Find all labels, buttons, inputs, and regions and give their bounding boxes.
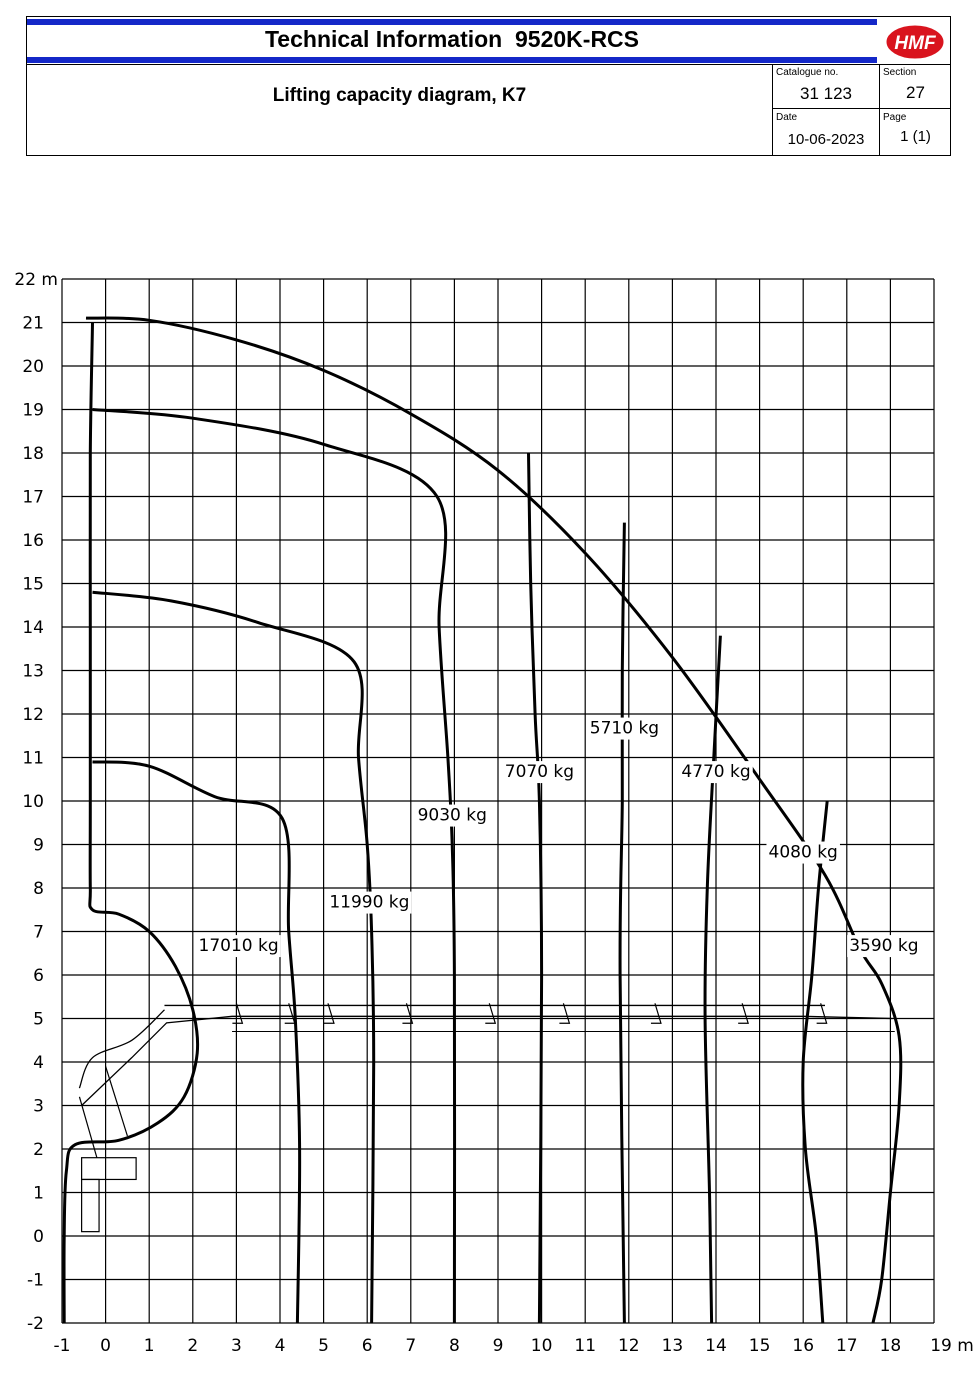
x-tick-label: 6 [361, 1336, 373, 1356]
y-tick-label: 10 [22, 792, 44, 812]
catalogue-label: Catalogue no. [776, 67, 839, 78]
y-tick-label: 8 [33, 879, 44, 899]
x-tick-label: 8 [448, 1336, 460, 1356]
crane-illustration [79, 1003, 894, 1231]
crane-inner-boom [79, 1010, 164, 1088]
x-tick-label: 0 [100, 1336, 112, 1356]
x-tick-label: 18 [879, 1336, 902, 1356]
y-tick-label: 16 [22, 531, 44, 551]
document-subtitle: Lifting capacity diagram, K7 [272, 85, 527, 106]
document-title: Technical Information 9520K-RCS [264, 26, 640, 52]
envelope-curve [86, 318, 901, 1323]
y-tick-label: 6 [33, 966, 44, 986]
crane-boom-section [232, 1003, 242, 1023]
y-tick-label: 13 [22, 661, 44, 682]
y-axis-ticks [14, 270, 58, 1334]
capacity-label: 11990 kg [329, 892, 410, 913]
crane-mast-right [106, 1066, 128, 1136]
y-tick-label: 11 [22, 748, 44, 769]
x-tick-label: 17 [835, 1336, 858, 1356]
date-label: Date [776, 112, 798, 123]
capacity-label: 5710 kg [589, 718, 660, 739]
y-tick-label: 22 m [14, 270, 58, 290]
crane-boom-section [817, 1003, 827, 1023]
y-tick-label: 18 [22, 444, 44, 464]
x-tick-label: 7 [405, 1336, 417, 1356]
capacity-curve-0 [93, 762, 300, 1323]
x-tick-label: 12 [617, 1336, 640, 1356]
y-tick-label: 20 [22, 357, 44, 377]
y-tick-label: 14 [22, 618, 44, 638]
page-label: Page [883, 112, 907, 123]
y-tick-label: 7 [33, 922, 44, 943]
x-tick-label: -1 [53, 1336, 71, 1356]
inner-boundary-curve [64, 323, 198, 1324]
page-value: 1 (1) [900, 128, 931, 145]
y-tick-label: 2 [33, 1140, 44, 1160]
y-tick-label: 12 [22, 705, 44, 725]
chart-grid [62, 279, 934, 1323]
y-tick-label: 4 [33, 1053, 44, 1073]
catalogue-value: 31 123 [800, 84, 852, 103]
x-tick-label: 1 [143, 1336, 155, 1356]
x-tick-label: 2 [187, 1336, 199, 1356]
capacity-labels [197, 718, 921, 958]
x-tick-label: 19 m [930, 1336, 974, 1356]
y-tick-label: 21 [22, 313, 44, 334]
y-tick-label: 0 [33, 1227, 44, 1247]
y-tick-label: 9 [33, 835, 44, 856]
x-axis-ticks [54, 1336, 974, 1356]
crane-boom-section [485, 1003, 495, 1023]
capacity-label: 7070 kg [504, 762, 575, 783]
capacity-label: 4770 kg [681, 762, 751, 783]
x-tick-label: 14 [705, 1336, 727, 1356]
date-value: 10-06-2023 [787, 131, 865, 148]
capacity-curve-1 [93, 592, 374, 1323]
y-tick-label: 19 [22, 400, 44, 421]
x-tick-label: 16 [792, 1336, 815, 1356]
x-tick-label: 5 [318, 1336, 330, 1356]
y-tick-label: -2 [27, 1314, 44, 1334]
y-tick-label: 1 [33, 1183, 44, 1204]
capacity-label: 9030 kg [417, 805, 487, 826]
crane-boom-section [324, 1003, 334, 1023]
y-tick-label: 17 [22, 487, 44, 508]
x-tick-label: 10 [530, 1336, 553, 1356]
crane-boom-section [651, 1003, 661, 1023]
x-tick-label: 9 [492, 1336, 504, 1356]
x-tick-label: 13 [661, 1336, 684, 1356]
crane-base [82, 1158, 136, 1180]
section-label: Section [883, 67, 917, 78]
logo-text: HMF [894, 33, 936, 54]
capacity-curve-4 [620, 523, 624, 1323]
capacity-label: 3590 kg [849, 936, 919, 957]
x-tick-label: 4 [274, 1336, 286, 1356]
crane-boom-section [738, 1003, 748, 1023]
capacity-label: 4080 kg [768, 842, 838, 863]
capacity-curve-2 [93, 410, 455, 1324]
section-value: 27 [906, 83, 925, 102]
capacity-label: 17010 kg [198, 936, 279, 957]
x-tick-label: 11 [574, 1336, 597, 1356]
y-tick-label: 5 [33, 1009, 44, 1030]
x-tick-label: 3 [230, 1336, 242, 1356]
capacity-curve-5 [705, 636, 720, 1323]
y-tick-label: 3 [33, 1096, 44, 1117]
crane-boom-line [82, 1016, 893, 1105]
crane-boom-section [559, 1003, 569, 1023]
x-tick-label: 15 [748, 1336, 771, 1356]
y-tick-label: 15 [22, 574, 44, 595]
y-tick-label: -1 [27, 1270, 44, 1291]
crane-column [82, 1179, 99, 1231]
